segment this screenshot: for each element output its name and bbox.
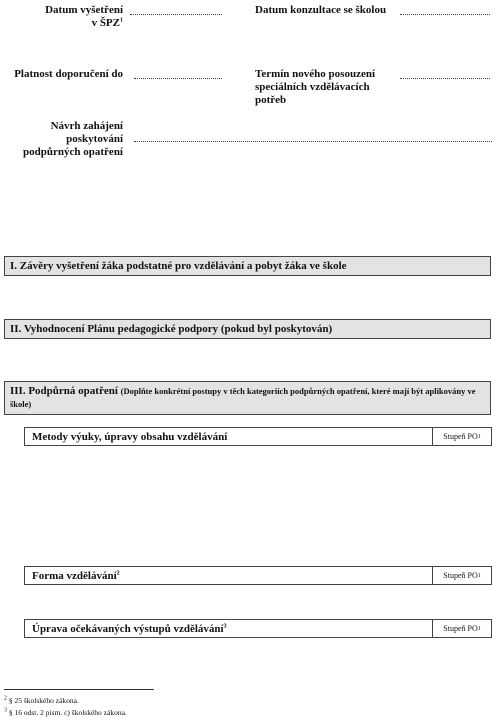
exam-date-field[interactable] [130, 14, 222, 15]
footnote-separator [4, 689, 154, 690]
next-review-line2: speciálních vzdělávacích [255, 81, 370, 93]
validity-label: Platnost doporučení do [14, 68, 123, 80]
next-review-line3: potřeb [255, 94, 287, 106]
proposal-line2: poskytování [66, 133, 123, 145]
next-review-line1: Termín nového posouzení [255, 68, 376, 80]
support-level-cell[interactable]: Stupeň PO 1 [432, 620, 491, 637]
section-2-heading: II. Vyhodnocení Plánu pedagogické podpory (pokud byl poskytován) [4, 319, 491, 339]
section-3-heading [4, 381, 491, 415]
next-review-label [255, 68, 395, 107]
support-level-cell[interactable]: Stupeň PO 1 [432, 567, 491, 584]
consult-date-label: Datum konzultace se školou [255, 4, 387, 16]
proposal-field[interactable] [134, 141, 492, 142]
footnote-3: $^3$ § 16 odst. 2 písm. c) školského zákona. [4, 707, 127, 717]
footnote-ref-1: 1 [120, 17, 123, 24]
support-level-cell[interactable]: Stupeň PO 1 [432, 428, 491, 445]
measure-row-methods[interactable] [24, 427, 492, 446]
next-review-field[interactable] [400, 78, 490, 79]
proposal-label [4, 120, 123, 159]
measure-label: Forma vzdělávání$^2$ [32, 570, 120, 582]
measure-label: Úprava očekávaných výstupů vzdělávání$^3$ [32, 623, 227, 635]
proposal-line3: podpůrných opatření [23, 146, 123, 158]
proposal-line1: Návrh zahájení [50, 120, 123, 132]
exam-date-label-line2: v ŠPZ [91, 17, 120, 29]
section-3-title: III. Podpůrná opatření [10, 385, 118, 397]
section-1-heading: I. Závěry vyšetření žáka podstatné pro vzdělávání a pobyt žáka ve škole [4, 256, 491, 276]
footnote-2: $^2$ § 25 školského zákona. [4, 695, 79, 705]
section-3-note: (Doplňte konkrétní postupy v těch kategoriích podpůrných opatření, které mají být aplikovány ve škole) [10, 386, 476, 409]
measure-row-outcomes[interactable] [24, 619, 492, 638]
exam-date-label [20, 4, 123, 30]
measure-row-form[interactable] [24, 566, 492, 585]
consult-date-field[interactable] [400, 14, 490, 15]
validity-field[interactable] [134, 78, 222, 79]
measure-label: Metody výuky, úpravy obsahu vzdělávání [32, 431, 228, 443]
exam-date-label-line1: Datum vyšetření [45, 4, 123, 16]
